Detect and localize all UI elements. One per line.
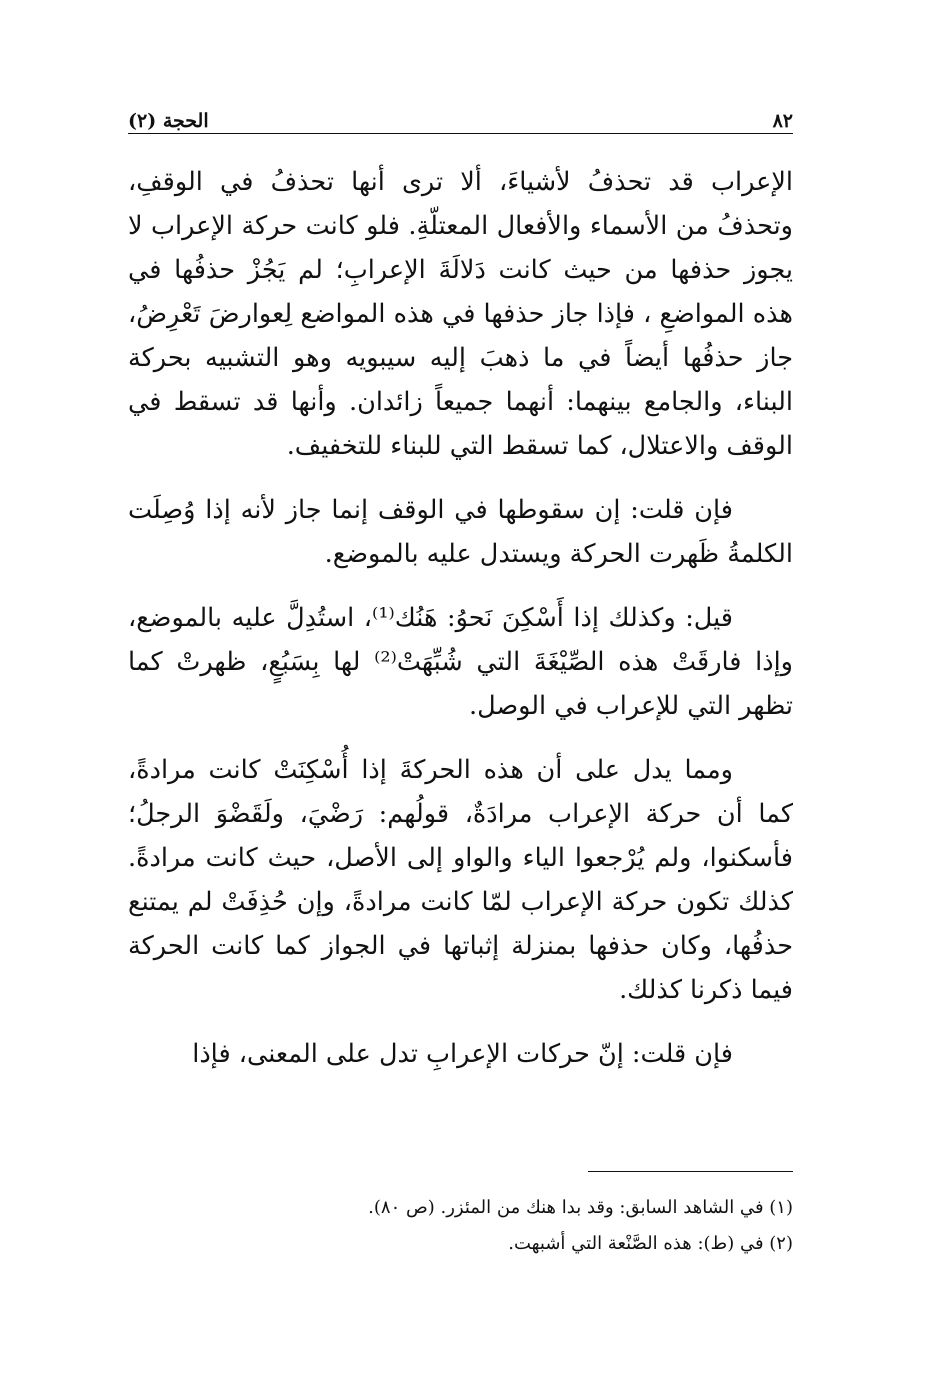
footnote-2: (٢) في (ط): هذه الصَّنْعة التي أشبهت. — [508, 1233, 793, 1254]
paragraph-5: فإن قلت: إنّ حركات الإعرابِ تدل على المعنى، فإذا — [192, 1039, 733, 1069]
paragraph-2: فإن قلت: إن سقوطها في الوقف إنما جاز لأنه إذا وُصِلَت الكلمةُ ظَهرت الحركة ويستدل عليه بالموضع. — [128, 495, 793, 569]
running-title: الحجة (٢) — [128, 110, 209, 132]
paragraph-4: ومما يدل على أن هذه الحركةَ إذا أُسْكِنَتْ كانت مرادةً، كما أن حركة الإعراب مرادَةٌ، قولُهم: رَضْيَ، ولَقَضْوَ الرجلُ؛ فأسكنوا، ولم يُرْجعوا الياء والواو إلى الأصل، حيث كانت مرادةً. كذلك تكون حركة الإعراب لمّا كانت مرادةً، وإن حُذِفَتْ لم يمتنع حذفُها، وكان حذفها بمنزلة إثباتها في الجواز كما كانت الحركة فيما ذكرنا كذلك. — [128, 755, 793, 1005]
page-number: ٨٢ — [772, 110, 793, 132]
paragraph-3: قيل: وكذلك إذا أَسْكِنَ نَحوُ: هَنُك⁽¹⁾، استُدِلَّ عليه بالموضع، وإذا فارقَتْ هذه الصِّيْغَةَ التي شُبِّهَتْ⁽²⁾ لها بِسَبُعٍ، ظهرتْ كما تظهر التي للإعراب في الوصل. — [128, 603, 793, 721]
body-text — [128, 160, 793, 1096]
paragraph-1: الإعراب قد تحذفُ لأشياءَ، ألا ترى أنها تحذفُ في الوقفِ، وتحذفُ من الأسماء والأفعال المعتلّةِ. فلو كانت حركة الإعراب لا يجوز حذفها من حيث كانت دَلالَةَ الإعرابِ؛ لم يَجُزْ حذفُها في هذه المواضعِ ، فإذا جاز حذفها في هذه المواضع لِعوارضَ تَعْرِضُ، جاز حذفُها أيضاً في ما ذهبَ إليه سيبويه وهو التشبيه بحركة البناء، والجامع بينهما: أنهما جميعاً زائدان. وأنها قد تسقط في الوقف والاعتلال، كما تسقط التي للبناء للتخفيف. — [128, 167, 793, 461]
footnote-rule — [588, 1171, 793, 1172]
header-rule — [128, 133, 793, 134]
page-header — [128, 96, 793, 132]
footnote-1: (١) في الشاهد السابق: وقد بدا هنك من المئزر. (ص ٨٠). — [368, 1197, 793, 1218]
footnotes — [128, 1190, 793, 1262]
